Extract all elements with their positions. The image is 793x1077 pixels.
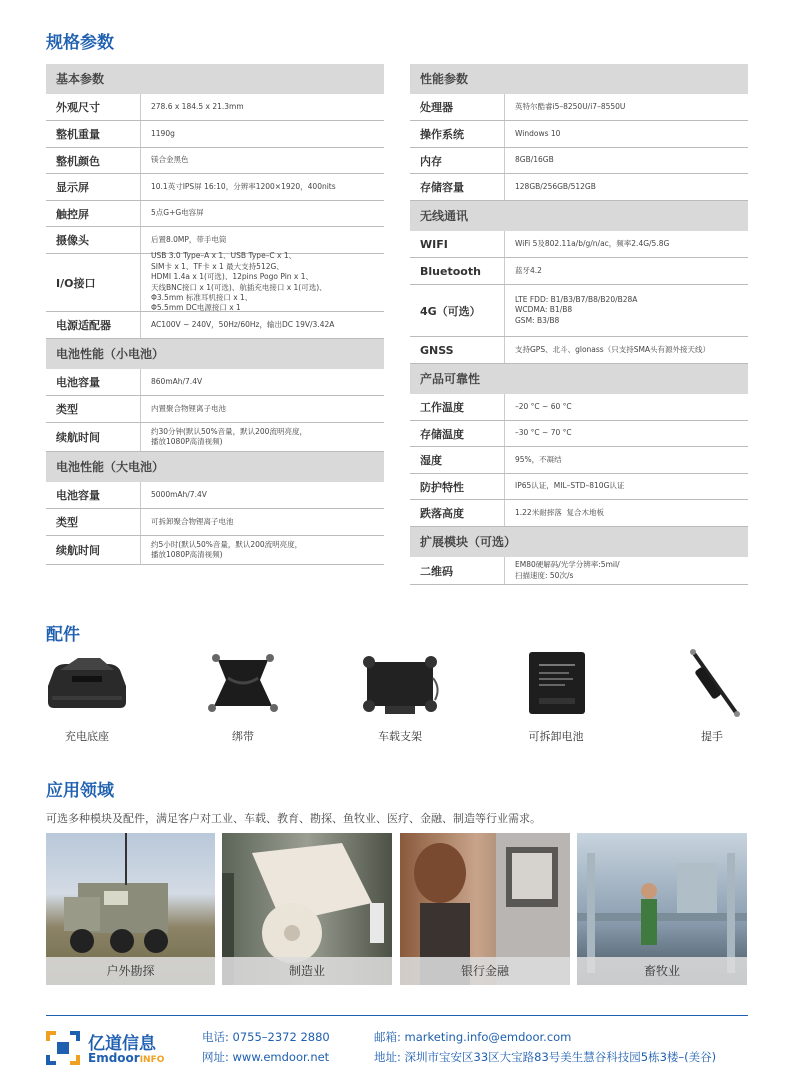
basic-rows [46, 94, 384, 339]
spec-value: USB 3.0 Type–A x 1、USB Type–C x 1、 SIM卡 x 1、TF卡 x 1 最大支持512G、 HDMI 1.4a x 1(可选)、12pins Pogo Pin x 1、 天线BNC接口 x 1(可选)、航插充电接口 x 1(可选)、 Φ3.5mm 标准耳机接口 x 1、 Φ5.5mm DC电源接口 x 1 [140, 254, 384, 311]
spec-label: Bluetooth [420, 264, 481, 278]
spec-value: 镁合金黑色 [140, 148, 384, 173]
spec-value: 约5小时(默认50%音量，默认200流明亮度， 播放1080P高清视频) [140, 536, 384, 564]
app-caption: 制造业 [222, 957, 392, 985]
spec-value: EM80硬解码/光学分辨率:5mil/ 扫描速度: 50次/s [504, 557, 748, 584]
app-outdoor-image [46, 833, 215, 985]
emdoor-logo-icon [46, 1031, 80, 1065]
spec-row [410, 474, 748, 500]
app-caption: 畜牧业 [577, 957, 747, 985]
section-wireless: 无线通讯 [410, 201, 748, 231]
spec-row [46, 312, 384, 339]
section-bat-small: 电池性能（小电池） [46, 339, 384, 369]
spec-row [410, 121, 748, 148]
spec-value: 后置8.0MP，带手电筒 [140, 227, 384, 253]
spec-row [46, 482, 384, 509]
spec-row [46, 148, 384, 174]
spec-row [410, 557, 748, 585]
bat-large-rows [46, 482, 384, 565]
accessories-title: 配件 [46, 625, 80, 645]
spec-row [46, 174, 384, 201]
spec-label: 二维码 [420, 564, 453, 578]
spec-value: 10.1英寸IPS屏 16:10，分辨率1200×1920，400nits [140, 174, 384, 200]
spec-value: 860mAh/7.4V [140, 369, 384, 395]
spec-row [410, 94, 748, 121]
spec-label: WIFI [420, 237, 448, 251]
section-perf: 性能参数 [410, 64, 748, 94]
spec-value: –20 °C ~ 60 °C [504, 394, 748, 420]
app-livestock-image [577, 833, 747, 985]
battery-icon [511, 648, 601, 718]
specs-title: 规格参数 [46, 33, 114, 53]
spec-row [46, 94, 384, 121]
spec-label: 跌落高度 [420, 507, 464, 520]
spec-value: Windows 10 [504, 121, 748, 147]
spec-label: 电池容量 [56, 376, 100, 389]
spec-value: 支持GPS、北斗、glonass（只支持SMA头有源外接天线） [504, 337, 748, 363]
spec-value: –30 °C ~ 70 °C [504, 421, 748, 446]
spec-label: 类型 [56, 516, 78, 529]
spec-row [410, 258, 748, 285]
spec-label: 显示屏 [56, 181, 89, 194]
spec-value: 1190g [140, 121, 384, 147]
spec-value: 内置聚合物锂离子电池 [140, 396, 384, 422]
spec-label: 摄像头 [56, 234, 89, 247]
spec-row [46, 536, 384, 565]
app-manufacturing-image [222, 833, 392, 985]
spec-label: 存储容量 [420, 181, 464, 194]
spec-row [46, 201, 384, 227]
spec-value: IP65认证，MIL–STD–810G认证 [504, 474, 748, 499]
spec-value: 8GB/16GB [504, 148, 748, 173]
spec-label: 整机颜色 [56, 154, 100, 168]
brand-en-text: Emdoor [88, 1051, 140, 1065]
spec-label: 操作系统 [420, 128, 464, 141]
left-spec-column [46, 64, 384, 565]
wireless-rows [410, 231, 748, 364]
spec-row [410, 148, 748, 174]
perf-rows [410, 94, 748, 201]
section-reliab: 产品可靠性 [410, 364, 748, 394]
spec-row [410, 337, 748, 364]
spec-value: 5点G+G电容屏 [140, 201, 384, 226]
spec-value: AC100V ~ 240V，50Hz/60Hz，输出DC 19V/3.42A [140, 312, 384, 338]
applications-title: 应用领域 [46, 781, 114, 801]
vehicle-mount-icon [355, 648, 445, 718]
spec-value: 英特尔酷睿i5–8250U/i7–8550U [504, 94, 748, 120]
charging-dock-icon [42, 648, 132, 718]
spec-label: 处理器 [420, 101, 453, 114]
carry-handle-icon [667, 648, 757, 718]
emdoor-logo [46, 1029, 186, 1069]
accessory-label: 充电底座 [65, 730, 109, 743]
brand-english [88, 1051, 164, 1065]
spec-label: 外观尺寸 [56, 101, 100, 114]
spec-row [410, 174, 748, 201]
right-spec-column [410, 64, 748, 585]
app-banking-image [400, 833, 570, 985]
spec-label: 内存 [420, 154, 442, 168]
spec-value: LTE FDD: B1/B3/B7/B8/B20/B28A WCDMA: B1/B8 GSM: B3/B8 [504, 285, 748, 336]
spec-row [46, 227, 384, 254]
spec-row [410, 421, 748, 447]
accessory-battery [486, 648, 626, 744]
accessory-label: 车载支架 [378, 730, 422, 743]
accessory-strap [173, 648, 313, 744]
spec-label: 整机重量 [56, 128, 100, 141]
app-caption: 户外勘探 [46, 957, 215, 985]
spec-row [46, 369, 384, 396]
spec-row [410, 394, 748, 421]
spec-row [46, 396, 384, 423]
section-bat-large: 电池性能（大电池） [46, 452, 384, 482]
accessory-label: 绑带 [232, 730, 254, 743]
section-basic: 基本参数 [46, 64, 384, 94]
accessory-label: 提手 [701, 730, 723, 743]
spec-label: 4G（可选） [420, 304, 481, 318]
accessory-label: 可拆卸电池 [528, 730, 584, 743]
section-ext: 扩展模块（可选） [410, 527, 748, 557]
accessory-handle [642, 648, 782, 744]
accessory-dock [17, 648, 157, 744]
spec-row [410, 285, 748, 337]
spec-value: 128GB/256GB/512GB [504, 174, 748, 200]
reliab-rows [410, 394, 748, 527]
brand-chinese: 亿道信息 [88, 1034, 156, 1054]
spec-label: 存储温度 [420, 427, 464, 441]
accessory-vehicle-mount [330, 648, 470, 744]
footer-website[interactable]: 网址: www.emdoor.net [202, 1050, 330, 1064]
applications-description: 可选多种模块及配件，满足客户对工业、车载、教育、勘探、鱼牧业、医疗、金融、制造等行业需求。 [46, 812, 541, 825]
spec-row [410, 231, 748, 258]
footer-address: 地址: 深圳市宝安区33区大宝路83号美生慧谷科技园5栋3楼–(美谷) [374, 1050, 717, 1064]
spec-value: 95%，不凝结 [504, 447, 748, 473]
spec-label: 工作温度 [420, 401, 464, 414]
spec-value: 1.22米耐摔落 复合木地板 [504, 500, 748, 526]
spec-value: 蓝牙4.2 [504, 258, 748, 284]
brand-info-text: INFO [139, 1055, 165, 1065]
hand-strap-icon [198, 648, 288, 718]
spec-value: 5000mAh/7.4V [140, 482, 384, 508]
spec-row [410, 500, 748, 527]
spec-value: 可拆卸聚合物锂离子电池 [140, 509, 384, 535]
spec-row [46, 121, 384, 148]
spec-value: WiFi 5及802.11a/b/g/n/ac，频率2.4G/5.8G [504, 231, 748, 257]
spec-label: 防护特性 [420, 480, 464, 494]
spec-row [46, 509, 384, 536]
app-caption: 银行金融 [400, 957, 570, 985]
spec-row [46, 251, 384, 313]
spec-label: 触控屏 [56, 207, 89, 221]
spec-label: 湿度 [420, 454, 442, 467]
footer-phone: 电话: 0755–2372 2880 [202, 1030, 330, 1044]
spec-label: 续航时间 [56, 544, 100, 557]
spec-label: GNSS [420, 343, 454, 357]
spec-label: I/O接口 [56, 276, 96, 290]
footer-divider [46, 1015, 748, 1016]
spec-label: 续航时间 [56, 431, 100, 444]
spec-row [46, 423, 384, 452]
spec-value: 278.6 x 184.5 x 21.3mm [140, 94, 384, 120]
spec-label: 电池容量 [56, 489, 100, 502]
footer-email[interactable]: 邮箱: marketing.info@emdoor.com [374, 1030, 572, 1044]
ext-rows [410, 557, 748, 585]
bat-small-rows [46, 369, 384, 452]
spec-row [410, 447, 748, 474]
spec-value: 约30分钟(默认50%音量，默认200流明亮度， 播放1080P高清视频) [140, 423, 384, 451]
spec-label: 电源适配器 [56, 319, 111, 332]
spec-label: 类型 [56, 403, 78, 416]
